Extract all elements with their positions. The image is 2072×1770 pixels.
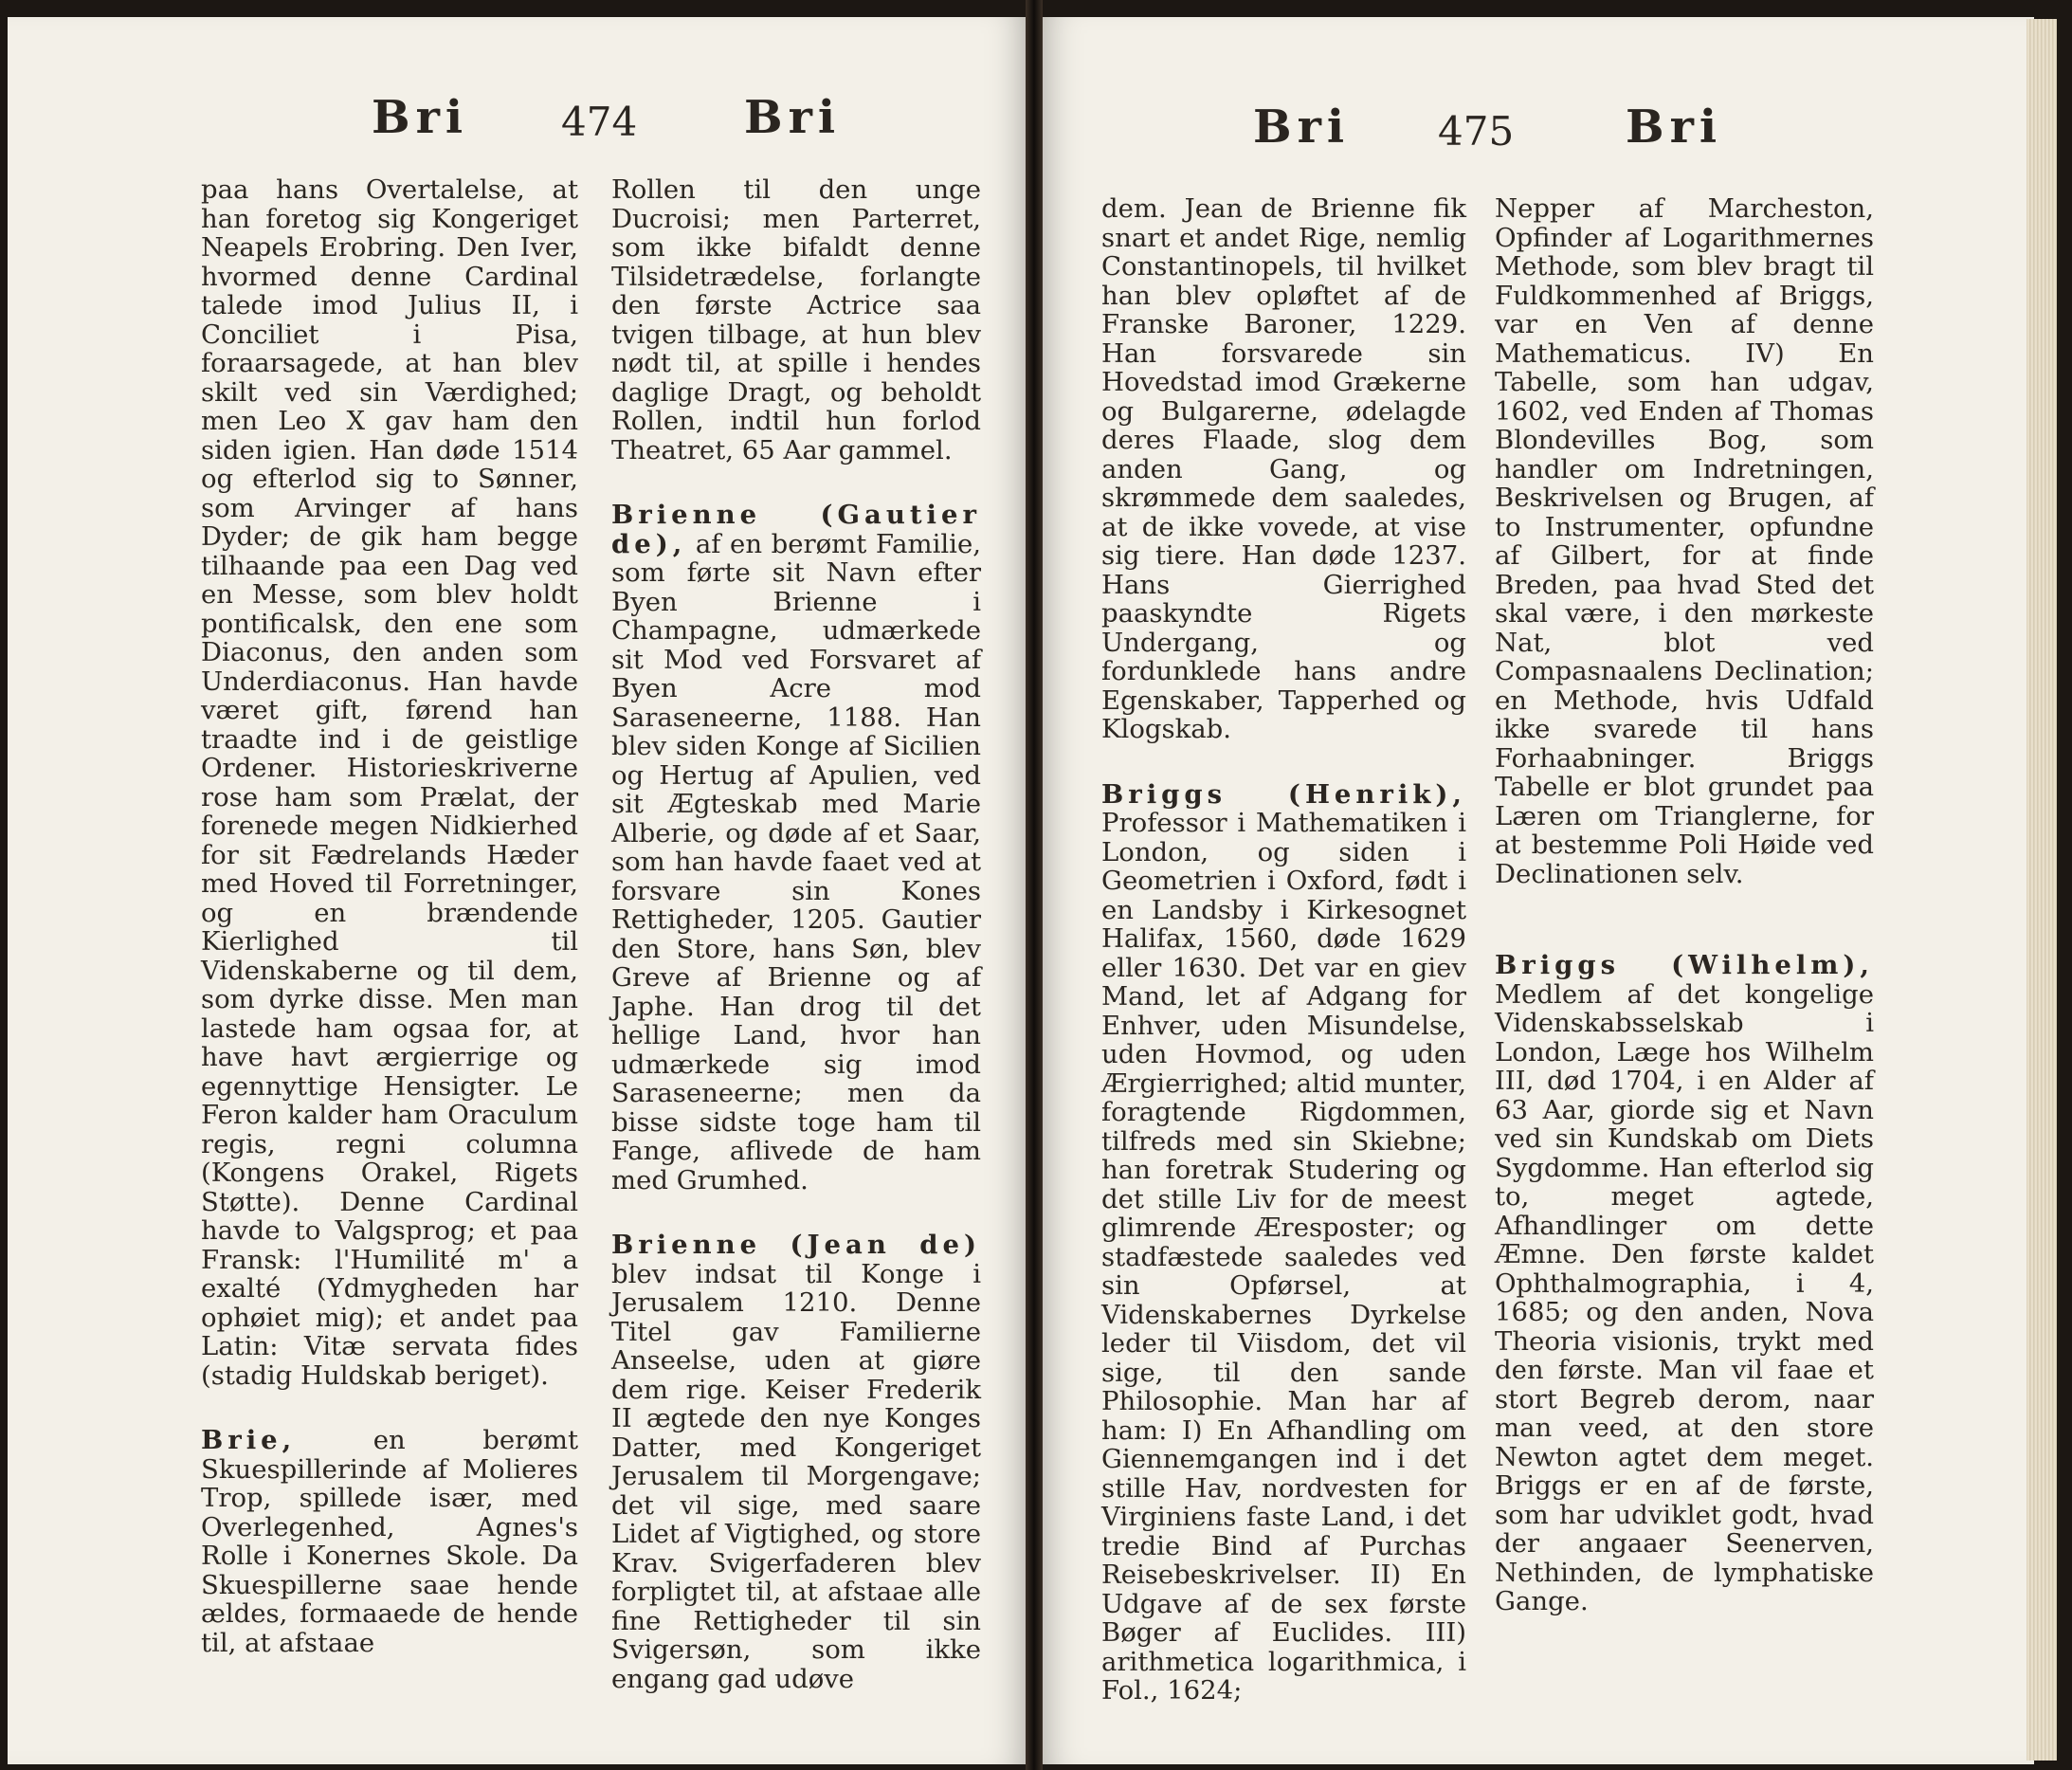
- paragraph: [201, 1426, 578, 1657]
- paragraph: [611, 501, 981, 1195]
- paragraph: [611, 1231, 981, 1693]
- entry-headword: Brienne (Gautier de),: [611, 500, 981, 559]
- book-gutter: [1026, 0, 1043, 1770]
- right-column-1: [1101, 194, 1466, 1706]
- page-edge: [2027, 19, 2057, 1761]
- left-running-head-left: Bri: [372, 91, 469, 144]
- left-column-1: [201, 175, 578, 1657]
- entry-headword: Brie,: [201, 1425, 297, 1455]
- paragraph-text: en berømt Skuespillerinde af Molieres Trop, spillede især, med Overlegenhed, Agnes's Rolle i Konernes Skole. Da Skuespillerne saae hende ældes, formaaede de hende til, at afstaae: [201, 1425, 578, 1658]
- paragraph-text: Medlem af det kongelige Videnskabsselskab i London, Læge hos Wilhelm III, død 1704, i en Alder af 63 Aar, giorde sig et Navn ved sin Kundskab om Diets Sygdomme. Han efterlod sig to, meget agtede, Afhandlinger om dette Æmne. Den første kaldet Ophthalmographia, i 4, 1685; og den anden, Nova Theoria visionis, trykt med den første. Man vil faae et stort Begreb derom, naar man veed, at den store Newton agtet dem meget. Briggs er en af de første, som har udviklet godt, hvad der angaaer Seenerven, Nethinden, de lymphatiske Gange.: [1495, 978, 1874, 1616]
- right-column-2: [1495, 194, 1874, 1616]
- right-running-head-right: Bri: [1626, 100, 1723, 154]
- paragraph-text: af en berømt Familie, som førte sit Navn efter Byen Brienne i Champagne, udmærkede sit Mod ved Forsvaret af Byen Acre mod Saraseneerne, 1188. Han blev siden Konge af Sicilien og Hertug af Apulien, ved sit Ægteskab med Marie Alberie, og døde af et Saar, som han havde faaet ved at forsvare sin Kones Rettigheder, 1205. Gautier den Store, hans Søn, blev Greve af Brienne og af Japhe. Han drog til det hellige Land, hvor han udmærkede sig imod Saraseneerne; men da bisse sidste toge ham til Fange, aflivede de ham med Grumhed.: [611, 528, 981, 1195]
- entry-headword: Briggs (Henrik),: [1101, 778, 1466, 810]
- paragraph: [1495, 194, 1874, 888]
- entry-headword: Brienne (Jean de): [611, 1230, 981, 1260]
- paragraph-text: Rollen til den unge Ducroisi; men Parterret, som ikke bifaldt denne Tilsidetrædelse, forlangte den første Actrice saa tvigen tilbage, at hun blev nødt til, at spille i hendes daglige Dragt, og beholdt Rollen, indtil hun forlod Theatret, 65 Aar gammel.: [611, 174, 981, 465]
- paragraph-text: dem. Jean de Brienne fik snart et andet Rige, nemlig Constantinopels, til hvilket han blev opløftet af de Franske Baroner, 1229. Han forsvarede sin Hovedstad imod Grækerne og Bulgarerne, ødelagde deres Flaade, slog dem anden Gang, og skrømmede dem saaledes, at de ikke vovede, at vise sig tiere. Han døde 1237. Hans Gierrighed paaskyndte Rigets Undergang, og fordunklede hans andre Egenskaber, Tapperhed og Klogskab.: [1101, 193, 1466, 744]
- paragraph-text: paa hans Overtalelse, at han foretog sig Kongeriget Neapels Erobring. Den Iver, hvormed denne Cardinal talede imod Julius II, i Conciliet i Pisa, foraarsagede, at han blev skilt ved sin Værdighed; men Leo X gav ham den siden igien. Han døde 1514 og efterlod sig to Sønner, som Arvinger af hans Dyder; de gik ham begge tilhaande paa een Dag ved en Messe, som blev holdt pontificalsk, den ene som Diaconus, den anden som Underdiaconus. Han havde været gift, førend han traadte ind i de geistlige Ordener. Historieskriverne rose ham som Prælat, der forenede megen Nidkierhed for sit Fædrelands Hæder med Hoved til Forretninger, og en brændende Kierlighed til Videnskaberne og til dem, som dyrke disse. Men man lastede ham ogsaa for, at have havt ærgierrige og egennyttige Hensigter. Le Feron kalder ham Oraculum regis, regni columna (Kongens Orakel, Rigets Støtte). Denne Cardinal havde to Valgsprog; et paa Fransk: l'Humilité m' a exalté (Ydmygheden har ophøiet mig); et andet paa Latin: Vitæ servata fides (stadig Huldskab beriget).: [201, 174, 578, 1391]
- left-page-number: 474: [561, 99, 638, 145]
- paragraph-text: Nepper af Marcheston, Opfinder af Logarithmernes Methode, som blev bragt til Fuldkommenhed af Briggs, var en Ven af denne Mathematicus. IV) En Tabelle, som han udgav, 1602, ved Enden af Thomas Blondevilles Bog, som handler om Indretningen, Beskrivelsen og Brugen, af to Instrumenter, opfundne af Gilbert, for at finde Breden, paa hvad Sted det skal være, i den mørkeste Nat, blot ved Compasnaalens Declination; en Methode, hvis Udfald ikke svarede til hans Forhaabninger. Briggs Tabelle er blot grundet paa Læren om Trianglerne, for at bestemme Poli Høide ved Declinationen selv.: [1495, 193, 1874, 889]
- left-running-head-right: Bri: [744, 91, 842, 144]
- right-page-number: 475: [1438, 108, 1515, 155]
- left-column-2: [611, 175, 981, 1693]
- entry-headword: Briggs (Wilhelm),: [1495, 950, 1874, 980]
- paragraph-text: Professor i Mathematiken i London, og siden i Geometrien i Oxford, født i en Landsby i Kirkesognet Halifax, 1560, døde 1629 eller 1630. Det var en giev Mand, let af Adgang for Enhver, uden Misundelse, uden Hovmod, og uden Ærgierrighed; altid munter, foragtende Rigdommen, tilfreds med sin Skiebne; han foretrak Studering og det stille Liv for de meest glimrende Æresposter; og stadfæstede saaledes ved sin Opførsel, at Videnskabernes Dyrkelse leder til Viisdom, det vil sige, til den sande Philosophie. Man har af ham: I) En Afhandling om Giennemgangen ind i det stille Hav, nordvesten for Virginiens faste Land, i det tredie Bind af Purchas Reisebeskrivelser. II) En Udgave af de sex første Bøger af Euclides. III) arithmetica logarithmica, i Fol., 1624;: [1101, 808, 1466, 1706]
- paragraph: [1101, 780, 1466, 1706]
- paragraph-text: blev indsat til Konge i Jerusalem 1210. Denne Titel gav Familierne Anseelse, uden at giøre dem rige. Keiser Frederik II ægtede den nye Konges Datter, med Kongeriget Jerusalem til Morgengave; det vil sige, med saare Lidet af Vigtighed, og store Krav. Svigerfaderen blev forpligtet til, at afstaae alle fine Rettigheder til sin Svigersøn, som ikke engang gad udøve: [611, 1258, 981, 1694]
- paragraph: [201, 175, 578, 1390]
- right-running-head-left: Bri: [1253, 100, 1351, 154]
- paragraph: [1101, 194, 1466, 744]
- paragraph: [611, 175, 981, 465]
- paragraph: [1495, 951, 1874, 1616]
